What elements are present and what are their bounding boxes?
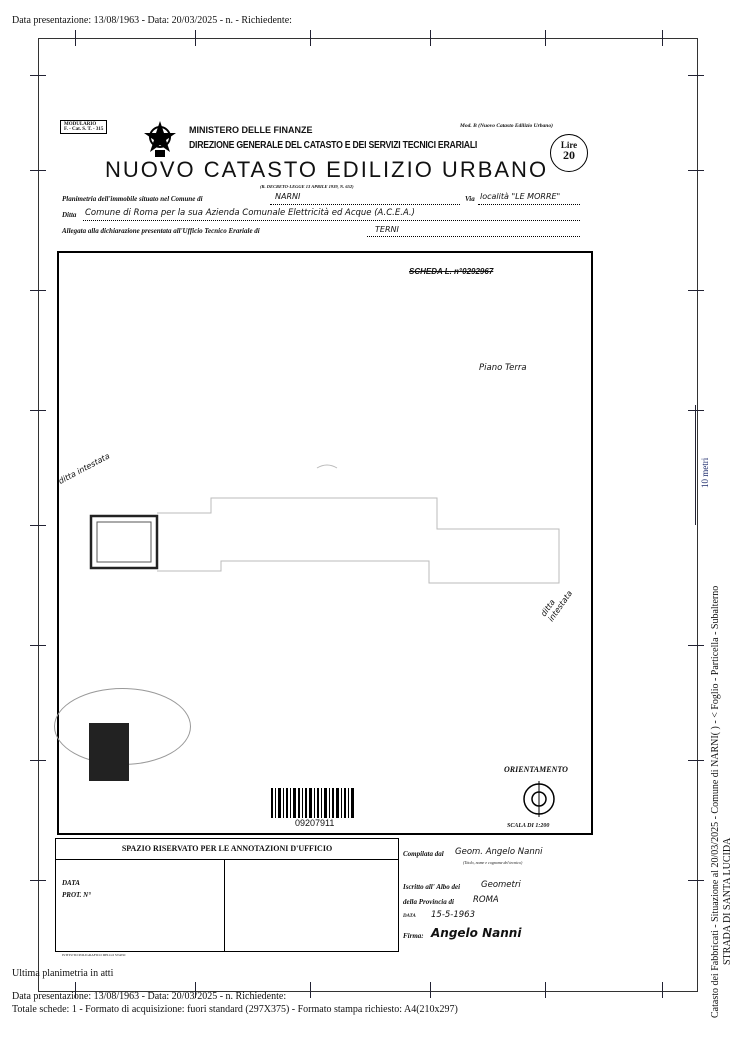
provincia-label: della Provincia di: [403, 898, 454, 906]
barcode-icon: [269, 788, 359, 818]
comune-value: NARNI: [275, 192, 301, 201]
office-annotations-box: [55, 838, 399, 957]
scheda-number: SCHEDA L. n°0292967: [409, 267, 494, 276]
titolo-note: (Titolo, nome e cognome del tecnico): [463, 860, 523, 865]
ditta-intestata-right: ditta intestata: [539, 588, 575, 624]
signature: Angelo Nanni: [431, 926, 522, 940]
modulario-box: MODULARIO F. - Cat. S. T. - 315: [60, 120, 107, 134]
compilata-label: Compilata dal: [403, 850, 444, 858]
barcode-number: 09207911: [295, 818, 335, 828]
footer-note: Ultima planimetria in atti: [12, 968, 114, 979]
orientamento-label: ORIENTAMENTO: [504, 765, 568, 774]
planimetria-label: Planimetria dell'immobile situato nel Comune di: [62, 195, 203, 203]
side-scale-bar: [695, 405, 696, 525]
piano-label: Piano Terra: [479, 363, 527, 373]
compass-icon: [521, 781, 557, 817]
form-title: NUOVO CATASTO EDILIZIO URBANO: [105, 157, 549, 182]
iscritto-label: Iscritto all' Albo dei: [403, 883, 461, 891]
via-value: località "LE MORRE": [480, 192, 561, 201]
annotations-section: [55, 838, 595, 957]
top-header-line: Data presentazione: 13/08/1963 - Data: 20/03/2025 - n. - Richiedente:: [12, 15, 292, 26]
bottom-line-1: Data presentazione: 13/08/1963 - Data: 20/03/2025 - n. Richiedente:: [12, 991, 287, 1002]
annotations-header: SPAZIO RISERVATO PER LE ANNOTAZIONI D'UFFICIO: [56, 839, 398, 860]
lire-stamp: Lire 20: [550, 134, 588, 172]
ditta-label: Ditta: [62, 211, 77, 219]
floor-plan-area: [57, 251, 593, 835]
data2-value: 15-5-1963: [431, 910, 475, 920]
provincia-value: ROMA: [473, 895, 499, 905]
revenue-stamp-image: [89, 723, 129, 781]
bottom-line-2: Totale schede: 1 - Formato di acquisizione: fuori standard (297X375) - Formato stampa richiesto: A4(210x297): [12, 1004, 458, 1015]
state-emblem-icon: [143, 119, 177, 159]
ditta-intestata-left: ditta intestata: [57, 451, 112, 486]
ministry-name: MINISTERO DELLE FINANZE: [189, 125, 313, 135]
compiler-box: [403, 838, 593, 950]
decree-ref: (R. DECRETO-LEGGE 13 APRILE 1939, N. 652): [260, 184, 354, 189]
data2-label: DATA: [403, 914, 416, 919]
prot-label: PROT. N°: [62, 891, 91, 899]
ufficio-value: TERNI: [375, 225, 399, 234]
via-label: Via: [465, 195, 475, 203]
data-label: DATA: [62, 879, 80, 887]
compilata-value: Geom. Angelo Nanni: [455, 847, 543, 857]
istituto-label: ISTITUTO POLIGRAFICO DELLO STATO: [62, 953, 126, 957]
side-address-text: STRADA DI SANTA LUCIDA: [722, 837, 733, 965]
allegata-label: Allegata alla dichiarazione presentata all'Ufficio Tecnico Erariale di: [62, 227, 260, 235]
ditta-value: Comune di Roma per la sua Azienda Comunale Elettricità ed Acque (A.C.E.A.): [85, 208, 415, 218]
scale-label: SCALA DI 1:200: [507, 823, 550, 829]
iscritto-value: Geometri: [481, 880, 521, 890]
side-scale-label: 10 metri: [700, 457, 710, 488]
mod-b-label: Mod. B (Nuovo Catasto Edilizio Urbano): [460, 123, 553, 129]
firma-label: Firma:: [403, 932, 424, 940]
catasto-form-sheet: [55, 115, 600, 960]
direzione-name: DIREZIONE GENERALE DEL CATASTO E DEI SERVIZI TECNICI ERARIALI: [189, 139, 478, 151]
side-situazione-text: Catasto dei Fabbricati - Situazione al 20/03/2025 - Comune di NARNI( ) - < Foglio - Particella - Subalterno: [710, 585, 721, 1018]
